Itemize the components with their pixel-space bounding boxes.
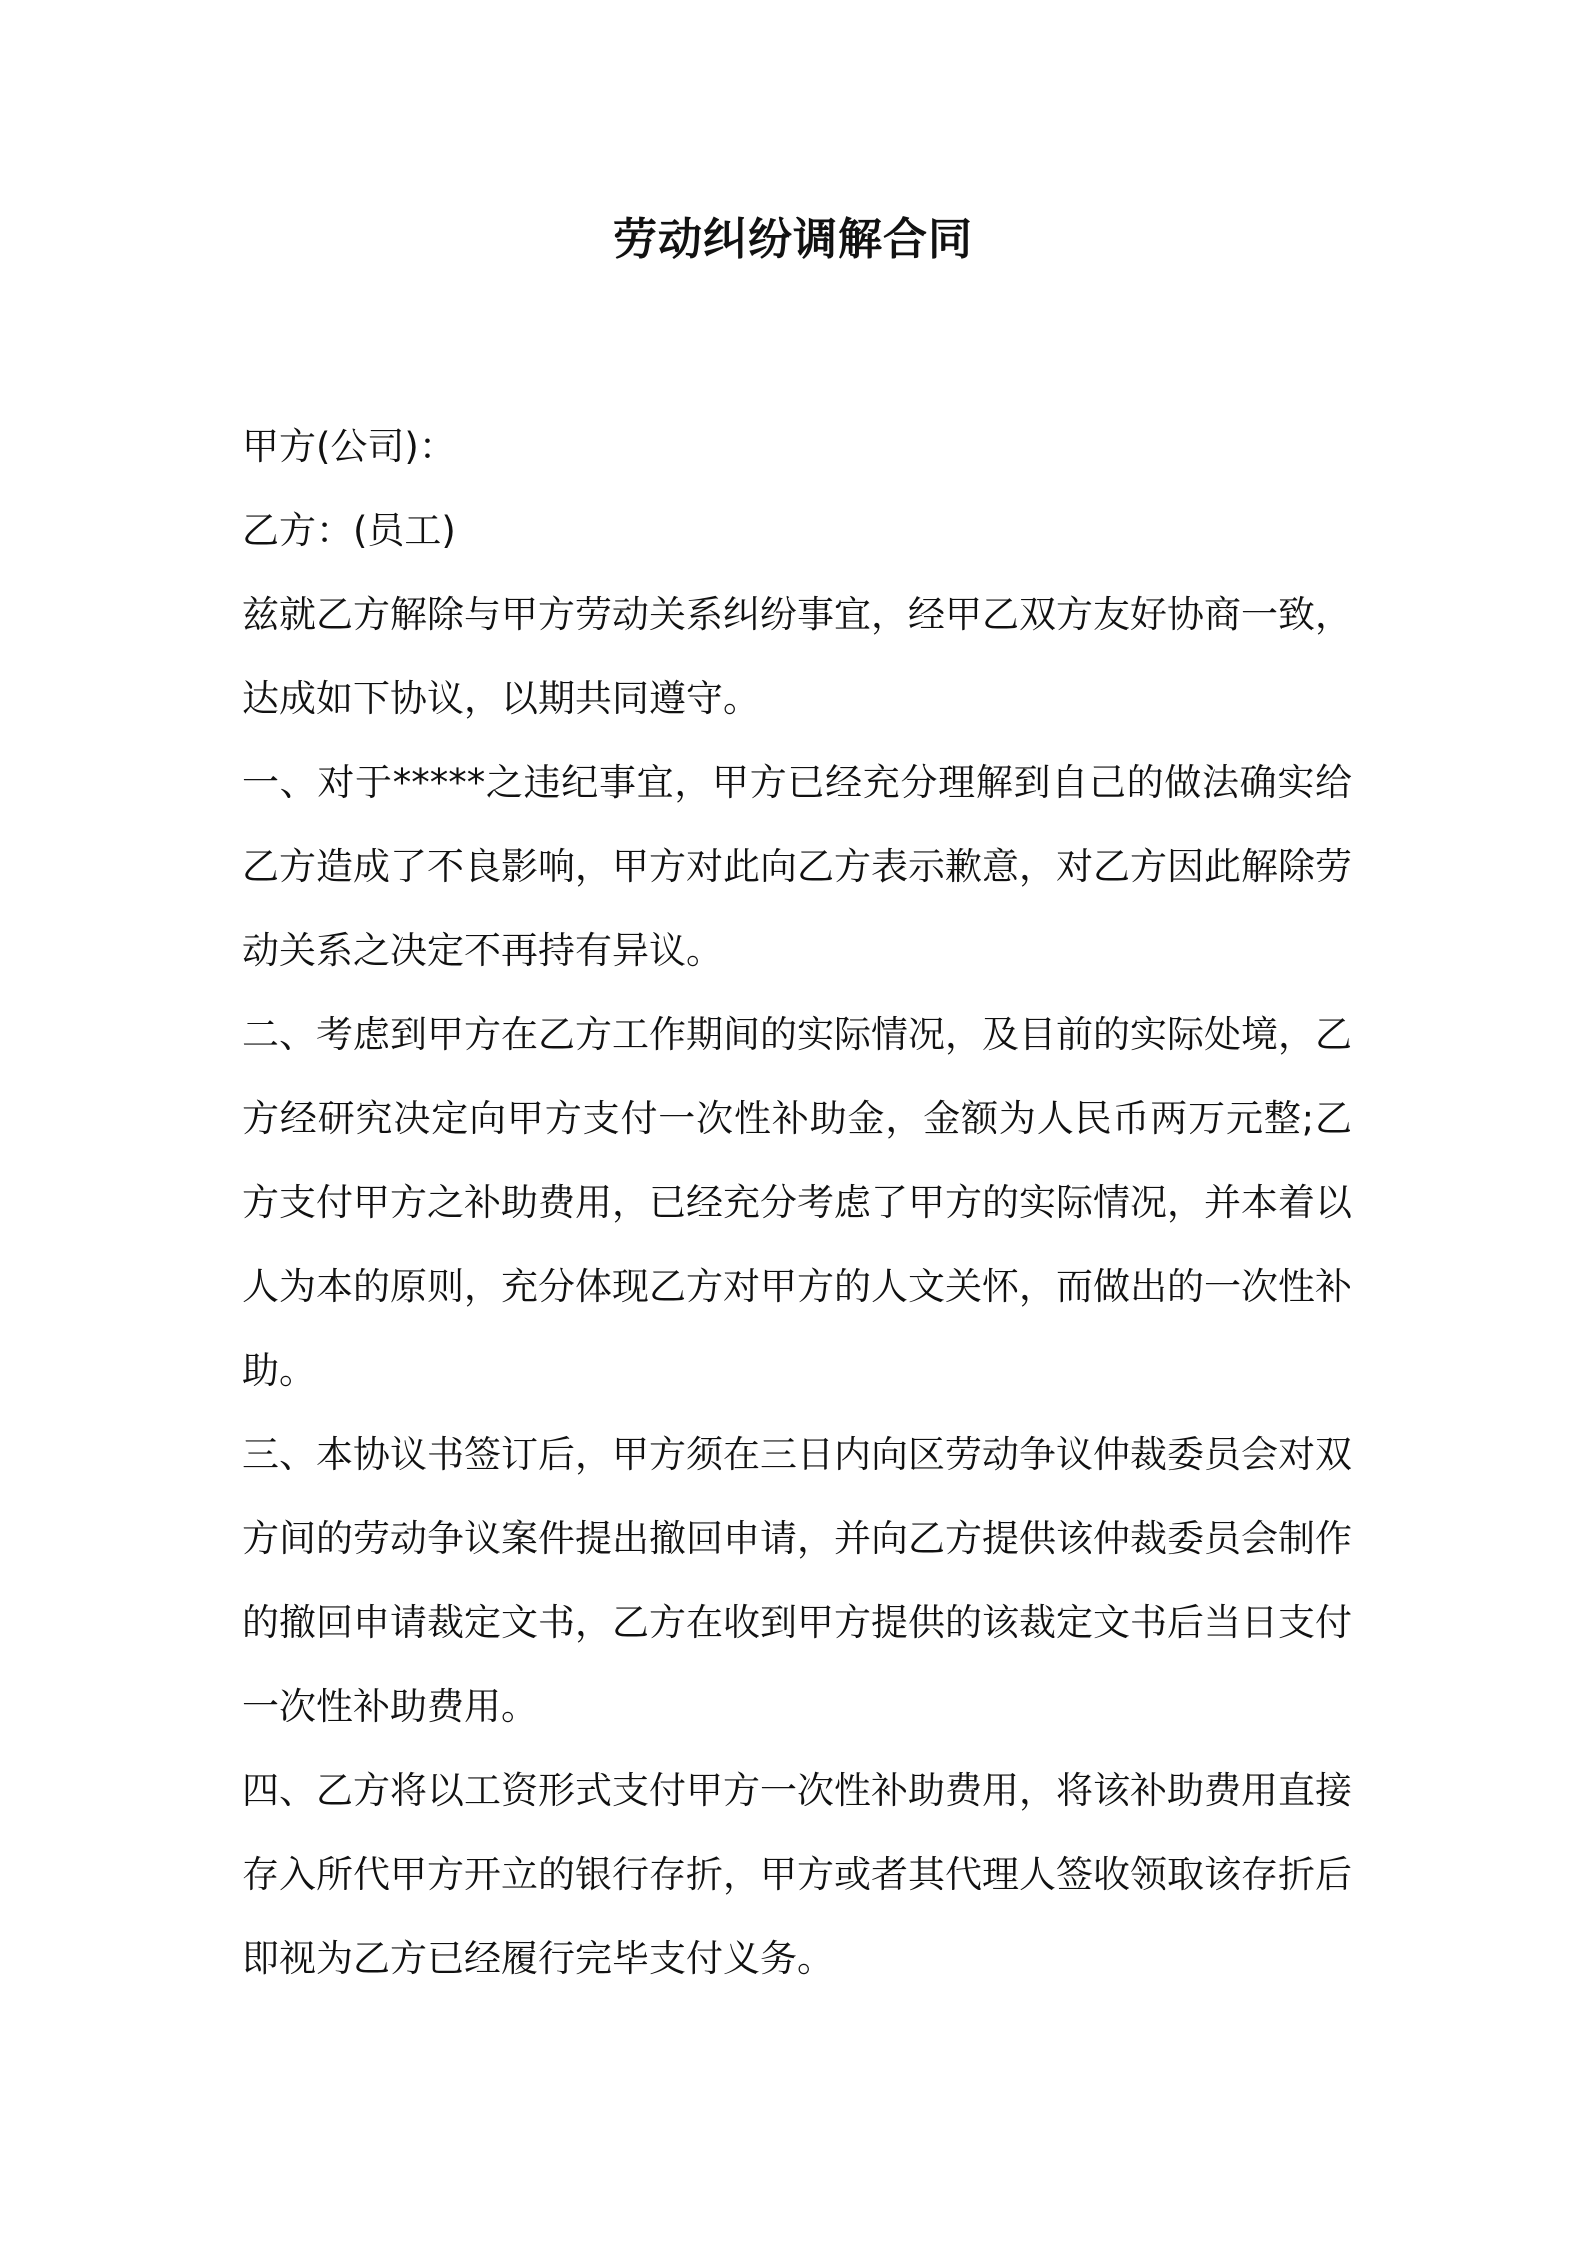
party-a-line: 甲方(公司)： — [242, 425, 456, 468]
clause-4-line-1: 四、乙方将以工资形式支付甲方一次性补助费用，将该补助费用直接 — [242, 1769, 1352, 1812]
clause-3-line-1: 三、本协议书签订后，甲方须在三日内向区劳动争议仲裁委员会对双 — [242, 1433, 1352, 1476]
clause-4-line-3: 即视为乙方已经履行完毕支付义务。 — [242, 1937, 834, 1980]
clause-1-line-1: 一、对于*****之违纪事宜，甲方已经充分理解到自己的做法确实给 — [242, 761, 1352, 804]
preamble-line-1: 兹就乙方解除与甲方劳动关系纠纷事宜，经甲乙双方友好协商一致， — [242, 593, 1352, 636]
clause-2-line-5: 助。 — [242, 1349, 316, 1392]
document-title: 劳动纠纷调解合同 — [613, 214, 973, 265]
clause-2-line-2: 方经研究决定向甲方支付一次性补助金，金额为人民币两万元整;乙 — [242, 1097, 1352, 1140]
clause-3-line-4: 一次性补助费用。 — [242, 1685, 538, 1728]
clause-2-line-3: 方支付甲方之补助费用，已经充分考虑了甲方的实际情况，并本着以 — [242, 1181, 1352, 1224]
clause-4-line-2: 存入所代甲方开立的银行存折，甲方或者其代理人签收领取该存折后 — [242, 1853, 1352, 1896]
clause-1-line-2: 乙方造成了不良影响，甲方对此向乙方表示歉意，对乙方因此解除劳 — [242, 845, 1352, 888]
clause-3-line-2: 方间的劳动争议案件提出撤回申请，并向乙方提供该仲裁委员会制作 — [242, 1517, 1352, 1560]
document-body — [242, 405, 1352, 2001]
clause-3-line-3: 的撤回申请裁定文书，乙方在收到甲方提供的该裁定文书后当日支付 — [242, 1601, 1352, 1644]
preamble-line-2: 达成如下协议，以期共同遵守。 — [242, 677, 760, 720]
clause-1-line-3: 动关系之决定不再持有异议。 — [242, 929, 723, 972]
clause-2-line-1: 二、考虑到甲方在乙方工作期间的实际情况，及目前的实际处境，乙 — [242, 1013, 1352, 1056]
clause-2-line-4: 人为本的原则，充分体现乙方对甲方的人文关怀，而做出的一次性补 — [242, 1265, 1352, 1308]
party-b-line: 乙方：(员工) — [242, 509, 456, 552]
